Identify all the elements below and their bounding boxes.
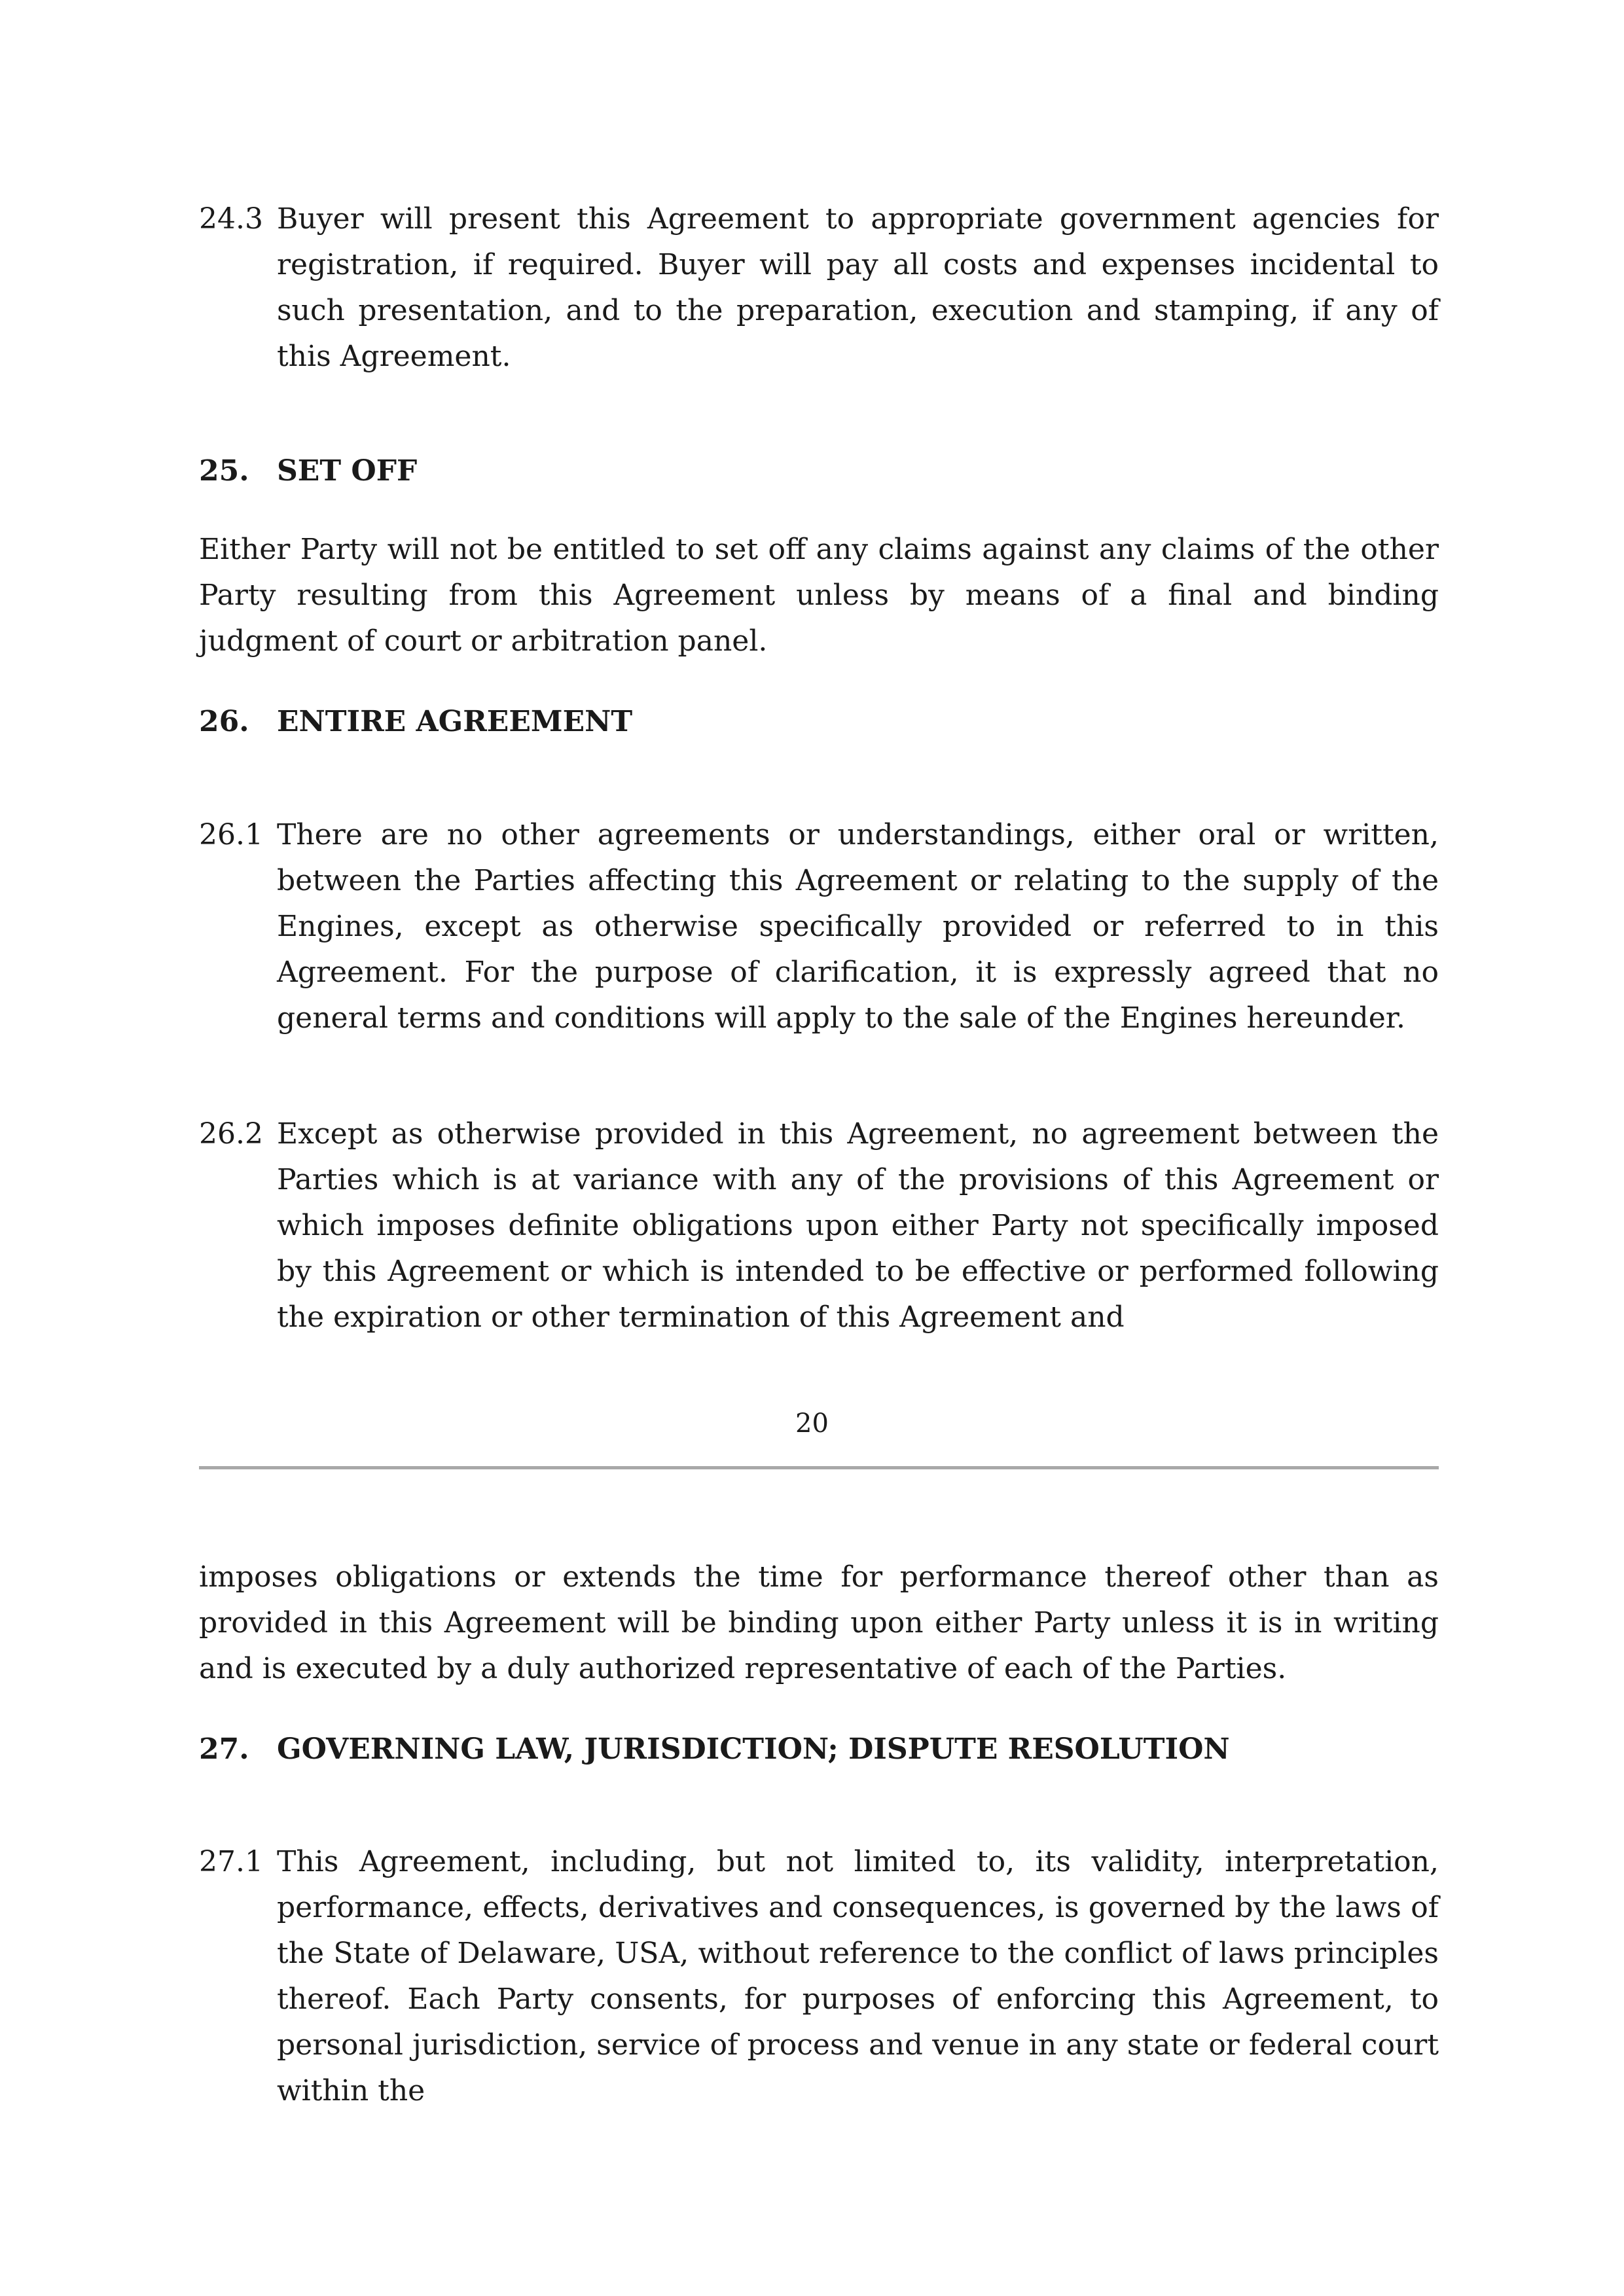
clause-24-3 [199, 196, 1439, 380]
section-27-heading [199, 1727, 1439, 1772]
clause-number: 24.3 [199, 202, 263, 236]
clause-27-1 [199, 1839, 1439, 2114]
section-title: ENTIRE AGREEMENT [277, 705, 633, 738]
section-number: 27. [199, 1732, 249, 1766]
clause-number: 27.1 [199, 1845, 263, 1878]
clause-26-1 [199, 812, 1439, 1041]
clause-text: This Agreement, including, but not limited to, its validity, interpretation, performance, effects, derivatives and consequences, is governed by the laws of the State of Delaware, USA, without reference to the conflict of laws principles thereof. Each Party consents, for purposes of enforcing this Agreement, to personal jurisdiction, service of process and venue in any state or federal court within the [277, 1845, 1439, 2108]
section-title: SET OFF [277, 454, 418, 488]
section-26-heading [199, 699, 1439, 745]
clause-26-2 [199, 1111, 1439, 1340]
clause-number: 26.2 [199, 1117, 263, 1151]
section-number: 25. [199, 454, 249, 488]
continuation-paragraph: imposes obligations or extends the time for performance thereof other than as provided in this Agreement will be binding upon either Party unless it is in writing and is executed by a duly authorized representative of each of the Parties. [199, 1560, 1439, 1685]
clause-text: There are no other agreements or understandings, either oral or written, between the Parties affecting this Agreement or relating to the supply of the Engines, except as otherwise specifically provided or referred to in this Agreement. For the purpose of clarification, it is expressly agreed that no general terms and conditions will apply to the sale of the Engines hereunder. [277, 818, 1439, 1035]
page-number: 20 [795, 1408, 829, 1439]
page-divider [199, 1466, 1439, 1469]
section-25-heading [199, 448, 1439, 494]
clause-text: Buyer will present this Agreement to appropriate government agencies for registration, if required. Buyer will pay all costs and expenses incidental to such presentation, and to the preparation, execution and stamping, if any of this Agreement. [277, 202, 1439, 373]
section-25-body: Either Party will not be entitled to set off any claims against any claims of the other Party resulting from this Agreement unless by means of a final and binding judgment of court or arbitration panel. [199, 533, 1439, 658]
section-number: 26. [199, 705, 249, 738]
section-title: GOVERNING LAW, JURISDICTION; DISPUTE RESOLUTION [277, 1732, 1230, 1766]
clause-number: 26.1 [199, 818, 263, 852]
clause-text: Except as otherwise provided in this Agreement, no agreement between the Parties which is at variance with any of the provisions of this Agreement or which imposes definite obligations upon either Party not specifically imposed by this Agreement or which is intended to be effective or performed following the expiration or other termination of this Agreement and [277, 1117, 1439, 1334]
